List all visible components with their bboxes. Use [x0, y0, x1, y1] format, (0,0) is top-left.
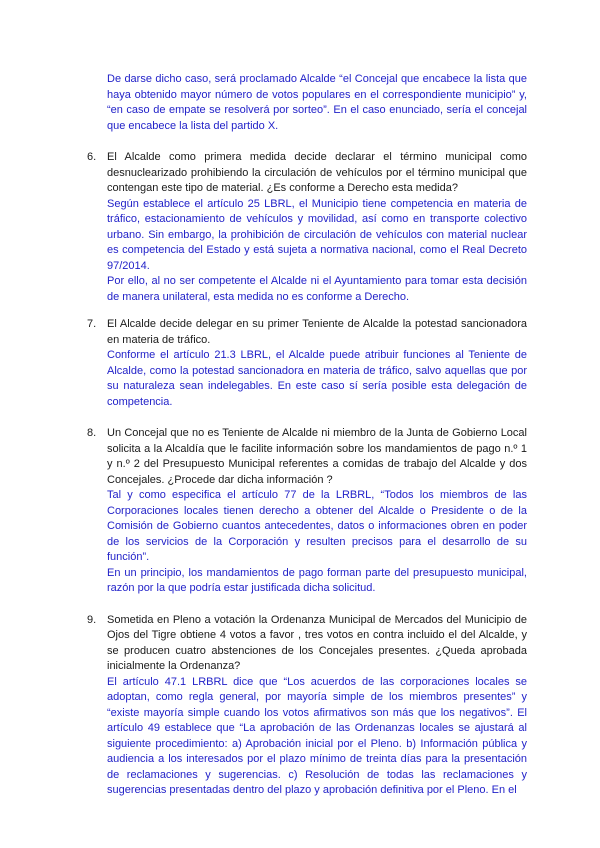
item-number: 9. — [87, 613, 97, 626]
intro-answer: De darse dicho caso, será proclamado Alcalde “el Concejal que encabece la lista que haya obtenido mayor número de votos populares en el correspondiente municipio” y, “en caso de empate se resolverá por sorteo”. En el caso enunciado, sería el concejal que encabece la lista del partido X. — [107, 73, 527, 132]
answer-text: Según establece el artículo 25 LBRL, el Municipio tiene competencia en materia de tráfico, estacionamiento de vehículos y movilidad, así como en transporte colectivo urbano. Sin embargo, la prohibición de circulación de vehículos con material nuclear es competencia del Estado y está sujeta a normativa nacional, como el Real Decreto 97/2014. — [107, 197, 527, 272]
question-item-7 — [87, 317, 527, 410]
item-number: 7. — [87, 318, 97, 330]
question-item-6 — [87, 150, 527, 305]
answer-text: El artículo 47.1 LRBRL dice que “Los acuerdos de las corporaciones locales se adoptan, como regla general, por mayoría simple de los miembros presentes” y “existe mayoría simple cuando los votos afirmativos son más que los negativos”. El artículo 49 establece que “La aprobación de las Ordenanzas locales se ajustará al siguiente procedimiento: a) Aprobación inicial por el Pleno. b) Información pública y audiencia a los interesados por el plazo mínimo de treinta días para la presentación de reclamaciones y sugerencias. c) Resolución de todas las reclamaciones y sugerencias presentadas dentro del plazo y aprobación definitiva por el Pleno. En el — [107, 675, 527, 796]
item-number: 6. — [87, 151, 97, 163]
document-content — [87, 72, 527, 799]
question-item-8 — [87, 426, 527, 597]
item-number: 8. — [87, 427, 97, 439]
question-text: Un Concejal que no es Teniente de Alcalde ni miembro de la Junta de Gobierno Local solicita a la Alcaldía que le facilite información sobre los mandamientos de pago n.º 1 y n.º 2 del Presupuesto Municipal referentes a comidas de trabajo del Alcalde y dos Concejales. ¿Procede dar dicha información ? — [107, 427, 527, 486]
intro-block — [87, 72, 527, 134]
question-text: Sometida en Pleno a votación la Ordenanza Municipal de Mercados del Municipio de Ojos del Tigre obtiene 4 votos a favor , tres votos en contra incluido el del Alcalde, y se producen cuatro abstenciones de los Concejales presentes. ¿Queda aprobada inicialmente la Ordenanza? — [107, 613, 527, 672]
answer-text: Tal y como especifica el artículo 77 de la LRBRL, “Todos los miembros de las Corporaciones locales tienen derecho a obtener del Alcalde o Presidente o de la Comisión de Gobierno cuantos antecedentes, datos o informaciones obren en poder de los servicios de la Corporación y resulten precisos para el desarrollo de su función”. — [107, 489, 527, 563]
question-text: El Alcalde como primera medida decide declarar el término municipal como desnuclearizado prohibiendo la circulación de vehículos por el término municipal que contengan este tipo de material. ¿Es conforme a Derecho esta medida? — [107, 151, 527, 194]
answer-text: Conforme el artículo 21.3 LBRL, el Alcalde puede atribuir funciones al Teniente de Alcalde, como la potestad sancionadora en materia de tráfico, salvo aquellas que por su naturaleza sean indelegables. En este caso sí sería posible esta delegación de competencia. — [107, 349, 527, 408]
answer-text: Por ello, al no ser competente el Alcalde ni el Ayuntamiento para tomar esta decisión de manera unilateral, esta medida no es conforme a Derecho. — [107, 275, 527, 303]
question-text: El Alcalde decide delegar en su primer Teniente de Alcalde la potestad sancionadora en materia de tráfico. — [107, 318, 527, 346]
question-item-9 — [87, 613, 527, 799]
answer-text: En un principio, los mandamientos de pago forman parte del presupuesto municipal, razón por la que podría estar justificada dicha solicitud. — [107, 566, 527, 594]
